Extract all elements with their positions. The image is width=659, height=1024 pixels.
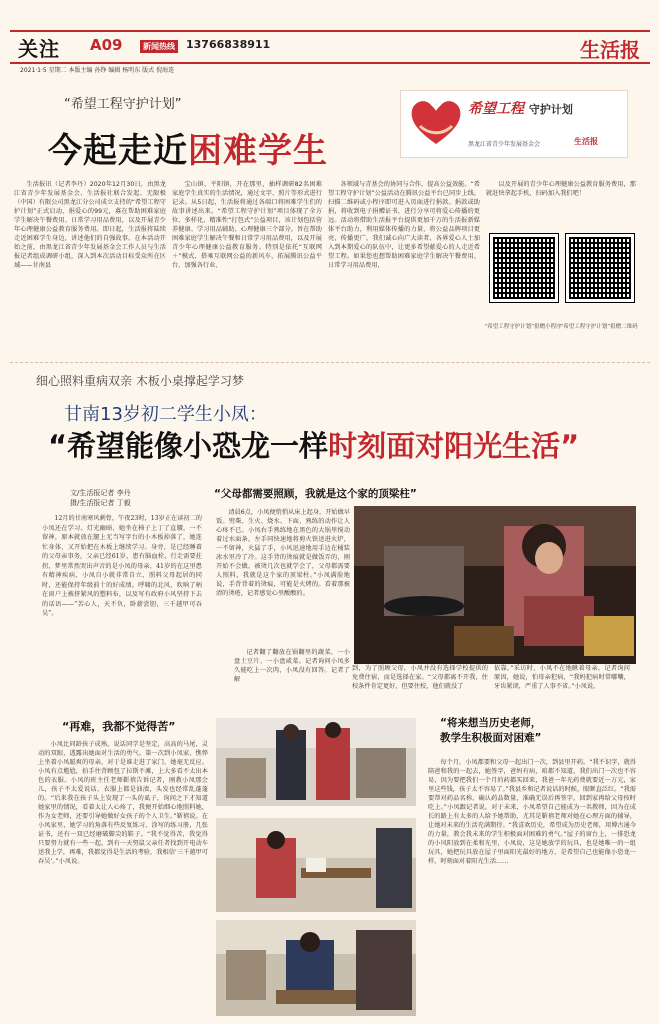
banner-headline-red: 困难学生 — [188, 131, 328, 171]
article1-col3 — [328, 180, 480, 356]
section-name: 关注 — [18, 37, 60, 61]
qr2-caption: “希望工程守护计划”捐赠二维码 — [560, 324, 638, 330]
byline — [70, 488, 131, 508]
section-divider — [10, 362, 650, 363]
promo-title-main: 希望工程 — [468, 101, 524, 117]
article1-col2-text: 宝山镇、平阳镇，开在那里，抽样调研82名困难家庭学生真实的生活情况，通过文字、照片等形式进行记录。从5日起，生活报将通过各端口将困难学生们的故事讲述出来。“希望工程守护计划”项目体现了全方位、多样化、精准性“打包式”公益项目，该计划包括营养健康、学习用品辅助、心理健康三个部分。旨在帮助困难家庭学生解决午餐和日常学习用品费用，以及开展青少年心理健康公益教育服务。特别是依托“互联网＋”模式，搭乘互联网公益的新风车，拓展腾讯公益平台，加强各行业、 — [172, 181, 322, 269]
mid-column-2-text: 记者翻了翻放在锅翻里的蔬菜，一小盘土豆片、一小盘咸菜。记者询问小凤多久能吃上一次肉，小凤没有回答。记者了解 — [234, 649, 350, 683]
header-rule — [10, 62, 650, 64]
story-lead-text: 12月的甘南寒风刺骨，午夜23时，13岁正在读初二的小凤还在学习。灯光幽暗，她坐在椅子上丁了直腰，一不留神，原本就放在腿上无当写字台的小木板掉落了，她连忙身体，又开始把在木板上继续学习。身旁，是已经睡着的父母亲事务，父亲已经61岁，患有脑血栓，行走需要拄拐，梦里常然哭出声音的是小凤的母亲，41岁的在这里患有精神疾病，小凤自小就非常自立，照料父母起居的同时，还能保持年级前十的好成绩。呼啸的北风，吹响了柄在窗户上被挤紧风的塑料布，以及写有政府小风坚持下去的话语——“苦心人，天不负，卧薪尝胆，三千越甲可吞吴”。 — [42, 515, 202, 617]
page-number: A09 — [90, 36, 123, 54]
qr1-caption: “希望工程守护计划”捐赠小程序 — [484, 324, 562, 330]
photo-studying — [216, 818, 416, 912]
article1-col1-text: 生活报讯（记者李丹）2020年12月30日，由黑龙江省青少年发展基金会、生活报社联合发起、无限极（中国）有限公司黑龙江分公司成立支持的“希望工程守护计划”正式启动，捐爱心的99元，募在帮助困难家庭学生解决午餐费用、日常学习用品费用，以及开展青少年心理健康公益教育服务费用。即日起，生活报将陆续走近困难学生身边，讲述他们的自强故事。在本活动开始之前，由黑龙江省青少年发展基金会工作人员与生活报记者组成调研小组，深入到本次活动目标受众所在区域——甘南县 — [14, 181, 166, 269]
hotline-badge: 新闻热线 — [140, 40, 178, 53]
banner-headline — [48, 123, 328, 172]
mid-column-2 — [234, 648, 350, 702]
right-subhead — [440, 716, 541, 746]
photo-family-room — [216, 718, 416, 806]
header-top-rule — [10, 30, 650, 32]
promo-title — [468, 98, 573, 118]
photo-girl-desk — [216, 920, 416, 1016]
left-column-text: 小凤比同龄孩子成熟，说话同学是坚定，高高的马尾，灵动的双眼，透露出她面对生活的勇气。第一次到小凤家，憔悴上坐着小凤聪爽的母亲，对于是谁走进了家门，她毫无反应。小凤有点尴尬，拍手往背顾包了拉斯不滩，上大多看不太出本色的衣服。小凤的班主任老师靳禧告诉记者，刚教小凤那会儿，孩子不太爱说话，衣服上都是油渍，头发也经常乱蓬蓬的。“后来我在孩子头上发现了一头的虱子，询问之下才知道她家里的情况，看着太让人心疼了，我便开始细心地照料她，作为女老师，还要引导她做好女孩子的个人卫生。”靳禧说。在小凤家里，她学习的角落有些反复练习、涂写的练习册，几张证书，还有一双已经磨破脚尖的鞋子。“我不觉得苦，我觉得只要努力就有一些一起，到有一天努鼠父亲任者找到开电动车送我上学，再难，我都觉得是生活的考验，我相信‘三千越甲可吞吴’。”小凤说。 — [38, 741, 208, 865]
heart-icon — [408, 96, 464, 148]
banner-headline-black: 今起走近 — [48, 131, 188, 171]
right-column — [428, 758, 636, 1014]
right-column-text: 每个月，小凤都要和父母一起出门一次，到县里开药。“我不识字，就得陪爸和我的一起去，她签字，爸妈有病，咱都不知道，我们出门一次也不容易，因为要把我们一个月的药都买回来，我爸一年光药费就要近一万元，家里这些钱，孩子太不容易了。”我县乡和记者说话的时候，眼眶直泛红。“我需要帮对药品名称、确认药品数量，准确无误后再签字，回到家再给父母按时吃上。”小凤跟记者说。对于未来，小凤希望自己能成为一名教师，因为在成长的路上有太多的人给予她帮助，尤其是靳禧老师对她在心理方面的辅导，让她对未来的生活充满期待。“我喜欢历史，希望成为历史老师，用博古通今的力量，教会我未来的学生积极面对困难的勇气。”屋子的窗台上，一排恐龙的小风阳放到在柔和光里，小凤说，这是她放学的玩具，也是她唯一的一组玩具，她把玩具放在屋子里面阳光最好的地方，是希望自己也能像小恐龙一样，时刻面对着阳光生活…… — [428, 759, 636, 865]
article1-col2 — [172, 180, 322, 356]
promo-title-suffix: 守护计划 — [528, 103, 573, 116]
newspaper-logo: 生活报 — [580, 38, 640, 62]
qr-code-icon[interactable] — [566, 234, 634, 302]
byline-writer: 文/生活报记者 李丹 — [70, 489, 131, 497]
article1-col4-text: 以及开展的青少年心理健康公益教育服务费用，那就赶快拿起手机，扫码加入我们吧！ — [486, 181, 636, 197]
story-headline-black: “希望能像小恐龙一样 — [48, 429, 329, 463]
left-column — [38, 740, 208, 1014]
article1-col4 — [486, 180, 636, 220]
wide-column-1 — [352, 664, 488, 708]
mid-column — [216, 508, 350, 650]
dateline: 2021·1·5 星期二 本版主编 孙铮 编辑 杨明东 版式 倪海连 — [20, 67, 175, 74]
wide-column-1-text: 到，为了照顾父母，小凤并没有选择学校提供的免费住宿，而是选择在家。“父母都离不开我，住校条件肯定更好，但要住校，他们就没了 — [352, 665, 488, 690]
banner-kicker: “希望工程守护计划” — [64, 97, 182, 112]
story-headline-red: 时刻面对阳光生活” — [328, 429, 580, 463]
promo-logo: 生活报 — [574, 137, 598, 146]
qr-code-icon[interactable] — [490, 234, 558, 302]
promo-org: 黑龙江省青少年发展基金会 — [468, 141, 541, 148]
mid-column-text: 清晨6点，小凤便悄悄从床上起身，开始做早饭。劈柴、生火、烧水、下面，熟练的动作让人心疼不已。小凤右手熟练地在黑色的大锅里搅动着过水面条，左手同快速地将剪火铁送进火炉，一不留神，火猛了手，小风迅速地用手边在桶装冰水里冷了冷。这手背的烫痕就是做饭弄的，刚开始不会做，被烫几次也就学会了，父母都需要人照料，我就是这个家的顶梁柱。”小凤满脸地说，手背背着的烫痕，可能是火烤的。看着那被清的烫疮，记者感觉心里酸酸的。 — [216, 509, 350, 597]
story-lead — [42, 514, 202, 684]
wide-column-2 — [494, 664, 630, 708]
story-kicker: 细心照料重病双亲 木板小桌撑起学习梦 — [36, 374, 244, 388]
right-subhead-line1: “将来想当历史老师， — [440, 717, 542, 729]
hotline-number: 13766838911 — [186, 38, 271, 51]
right-subhead-line2: 教学生积极面对困难” — [440, 732, 542, 744]
photo-girl-cooking — [354, 506, 636, 664]
left-subhead: “再难，我都不觉得苦” — [62, 720, 176, 733]
story-title: 甘南13岁初二学生小凤： — [64, 404, 267, 425]
mid-subhead: “父母都需要照顾，我就是这个家的顶梁柱” — [214, 488, 417, 500]
byline-photo: 摄/生活报记者 丁毅 — [70, 499, 131, 507]
article1-col1 — [14, 180, 166, 356]
story-headline — [48, 424, 579, 465]
wide-column-2-text: 依靠。”采访时，小凤不在地瞅着母亲，记者询问原因，她说，怕母亲犯病，“我妈犯病时常嘟囔，牙齿紧闭，严重了人事不省。”小凤说。 — [494, 665, 630, 690]
article1-col3-text: 各领域与青基会的协同与合作，提高公益效能。“希望工程守护计划”公益活动在腾讯公益平台已同步上线。扫描二维码或小程序即可进入页面进行捐款。捐款或助捐，将收到电子捐赠证书，进行分享可将爱心传播的更远。活动将借助生活报平台提供更加千万的生活报新媒体平台助力，利用媒体传播的力量，将公益品牌项目更亮，传播更广。我们诚心向广大读者、各界爱心人士加入到本期爱心的队伍中，让更多希望献爱心的人走近希望工程。如果您也想帮助困难家庭学生解决午餐费用、日常学习用品费用， — [328, 181, 480, 269]
